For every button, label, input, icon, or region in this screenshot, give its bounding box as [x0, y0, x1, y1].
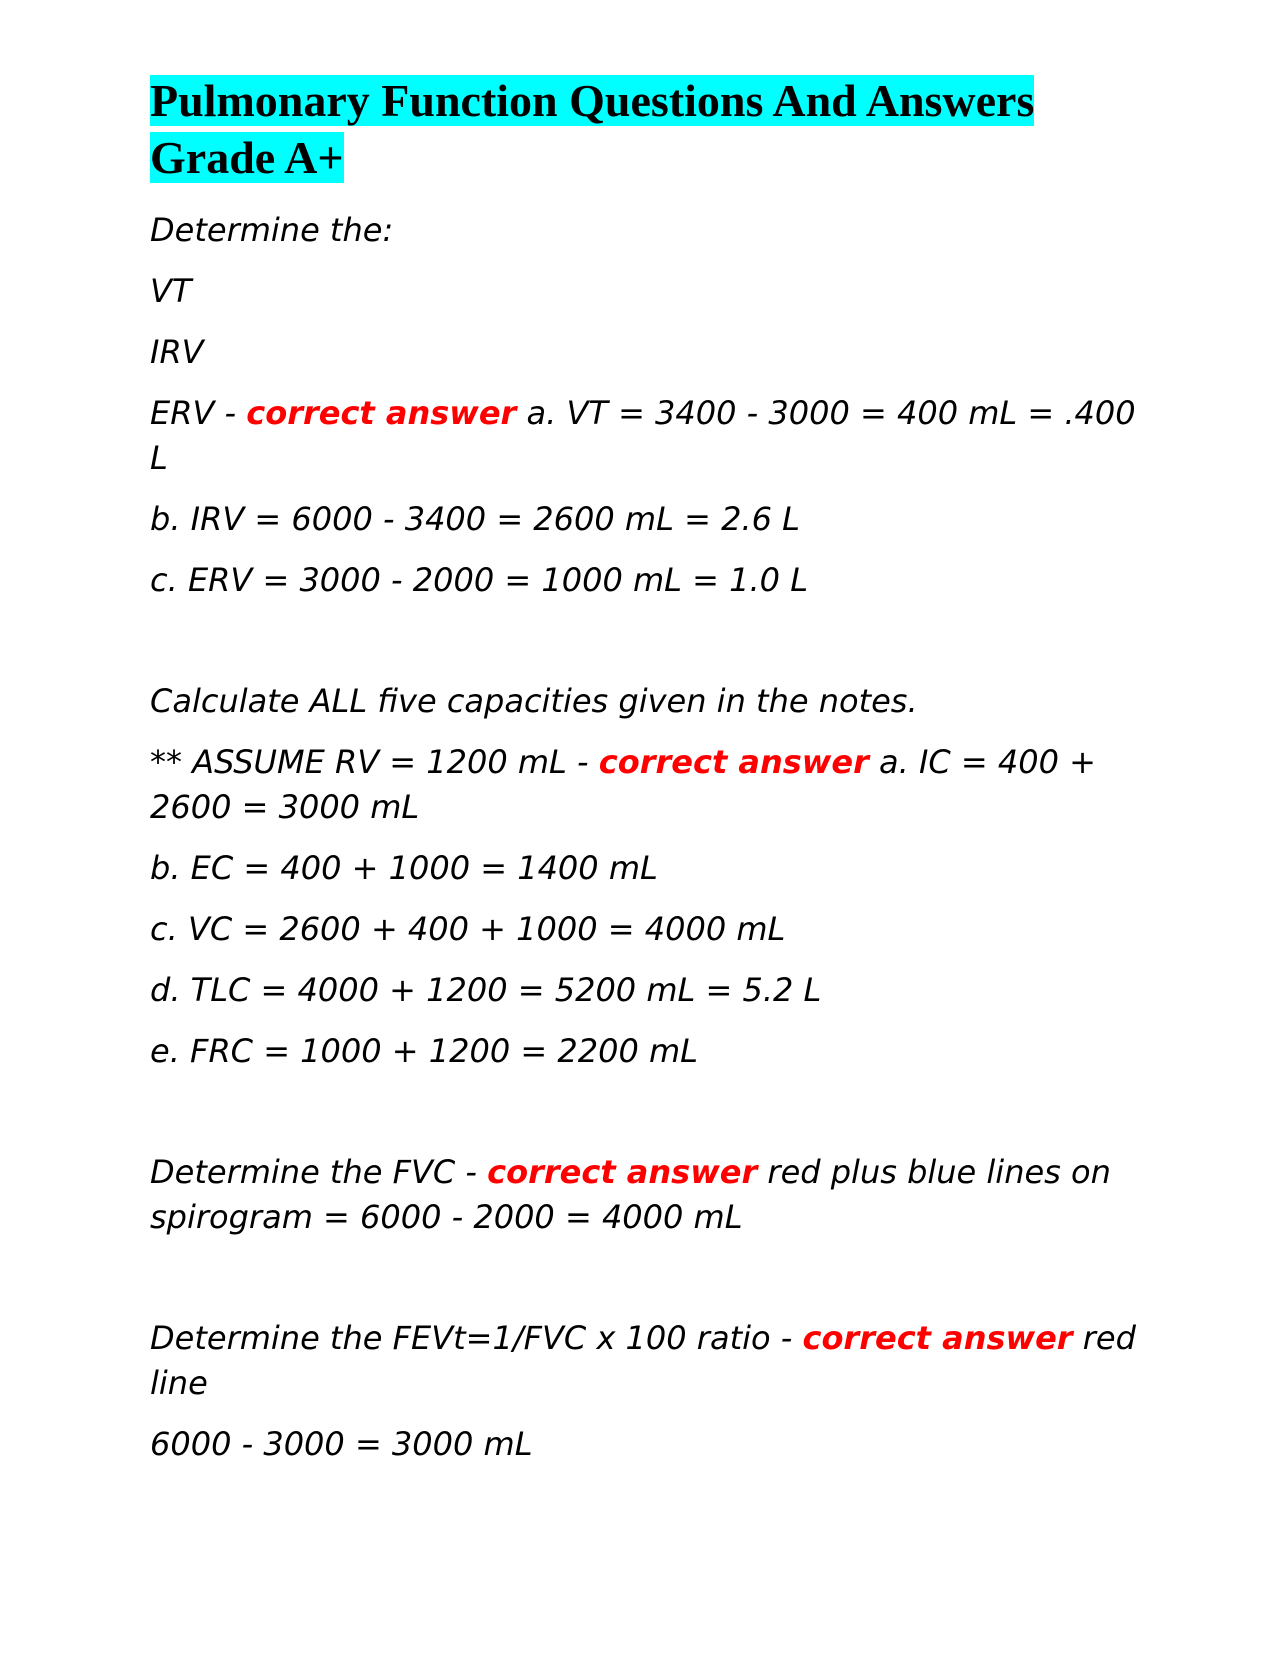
section-spacer	[150, 1090, 1150, 1150]
question-2	[150, 679, 1150, 1074]
q2-prompt: ** ASSUME RV = 1200 mL -	[150, 743, 599, 781]
q2-answer-a: a. IC = 400 + 2600 = 3000 mL	[150, 743, 1096, 826]
q4-prompt-line	[150, 1316, 1150, 1406]
q1-answer-a: a. VT = 3400 - 3000 = 400 mL = .400 L	[150, 394, 1136, 477]
title-highlight: Pulmonary Function Questions And Answers Grade A+	[150, 75, 1035, 183]
question-4	[150, 1316, 1150, 1467]
question-3	[150, 1150, 1150, 1240]
q2-answer-b: b. EC = 400 + 1000 = 1400 mL	[150, 849, 658, 887]
correct-answer-label: correct answer	[246, 394, 517, 432]
q1-prompt-line	[150, 391, 1150, 481]
section-spacer	[150, 1256, 1150, 1316]
section-spacer	[150, 619, 1150, 679]
q1-line-1: Determine the:	[150, 211, 394, 249]
q2-line-1: Calculate ALL five capacities given in the notes.	[150, 682, 918, 720]
q1-answer-c: c. ERV = 3000 - 2000 = 1000 mL = 1.0 L	[150, 561, 809, 599]
q4-prompt: Determine the FEVt=1/FVC x 100 ratio -	[150, 1319, 803, 1357]
q1-line-3: IRV	[150, 333, 204, 371]
document-page	[150, 72, 1150, 1483]
q2-answer-d: d. TLC = 4000 + 1200 = 5200 mL = 5.2 L	[150, 971, 822, 1009]
q3-prompt-line	[150, 1150, 1150, 1240]
correct-answer-label: correct answer	[598, 743, 869, 781]
correct-answer-label: correct answer	[487, 1153, 758, 1191]
q1-answer-b: b. IRV = 6000 - 3400 = 2600 mL = 2.6 L	[150, 500, 800, 538]
correct-answer-label: correct answer	[802, 1319, 1073, 1357]
q4-answer: red line	[150, 1319, 1136, 1402]
q4-answer-line-2: 6000 - 3000 = 3000 mL	[150, 1425, 533, 1463]
page-title	[150, 72, 1150, 186]
q2-answer-e: e. FRC = 1000 + 1200 = 2200 mL	[150, 1032, 698, 1070]
q1-prompt: ERV -	[150, 394, 247, 432]
q3-prompt: Determine the FVC -	[150, 1153, 488, 1191]
q2-prompt-line	[150, 740, 1150, 830]
q3-answer: red plus blue lines on spirogram = 6000 - 2000 = 4000 mL	[150, 1153, 1111, 1236]
question-1	[150, 208, 1150, 603]
q1-line-2: VT	[150, 272, 192, 310]
q2-answer-c: c. VC = 2600 + 400 + 1000 = 4000 mL	[150, 910, 786, 948]
